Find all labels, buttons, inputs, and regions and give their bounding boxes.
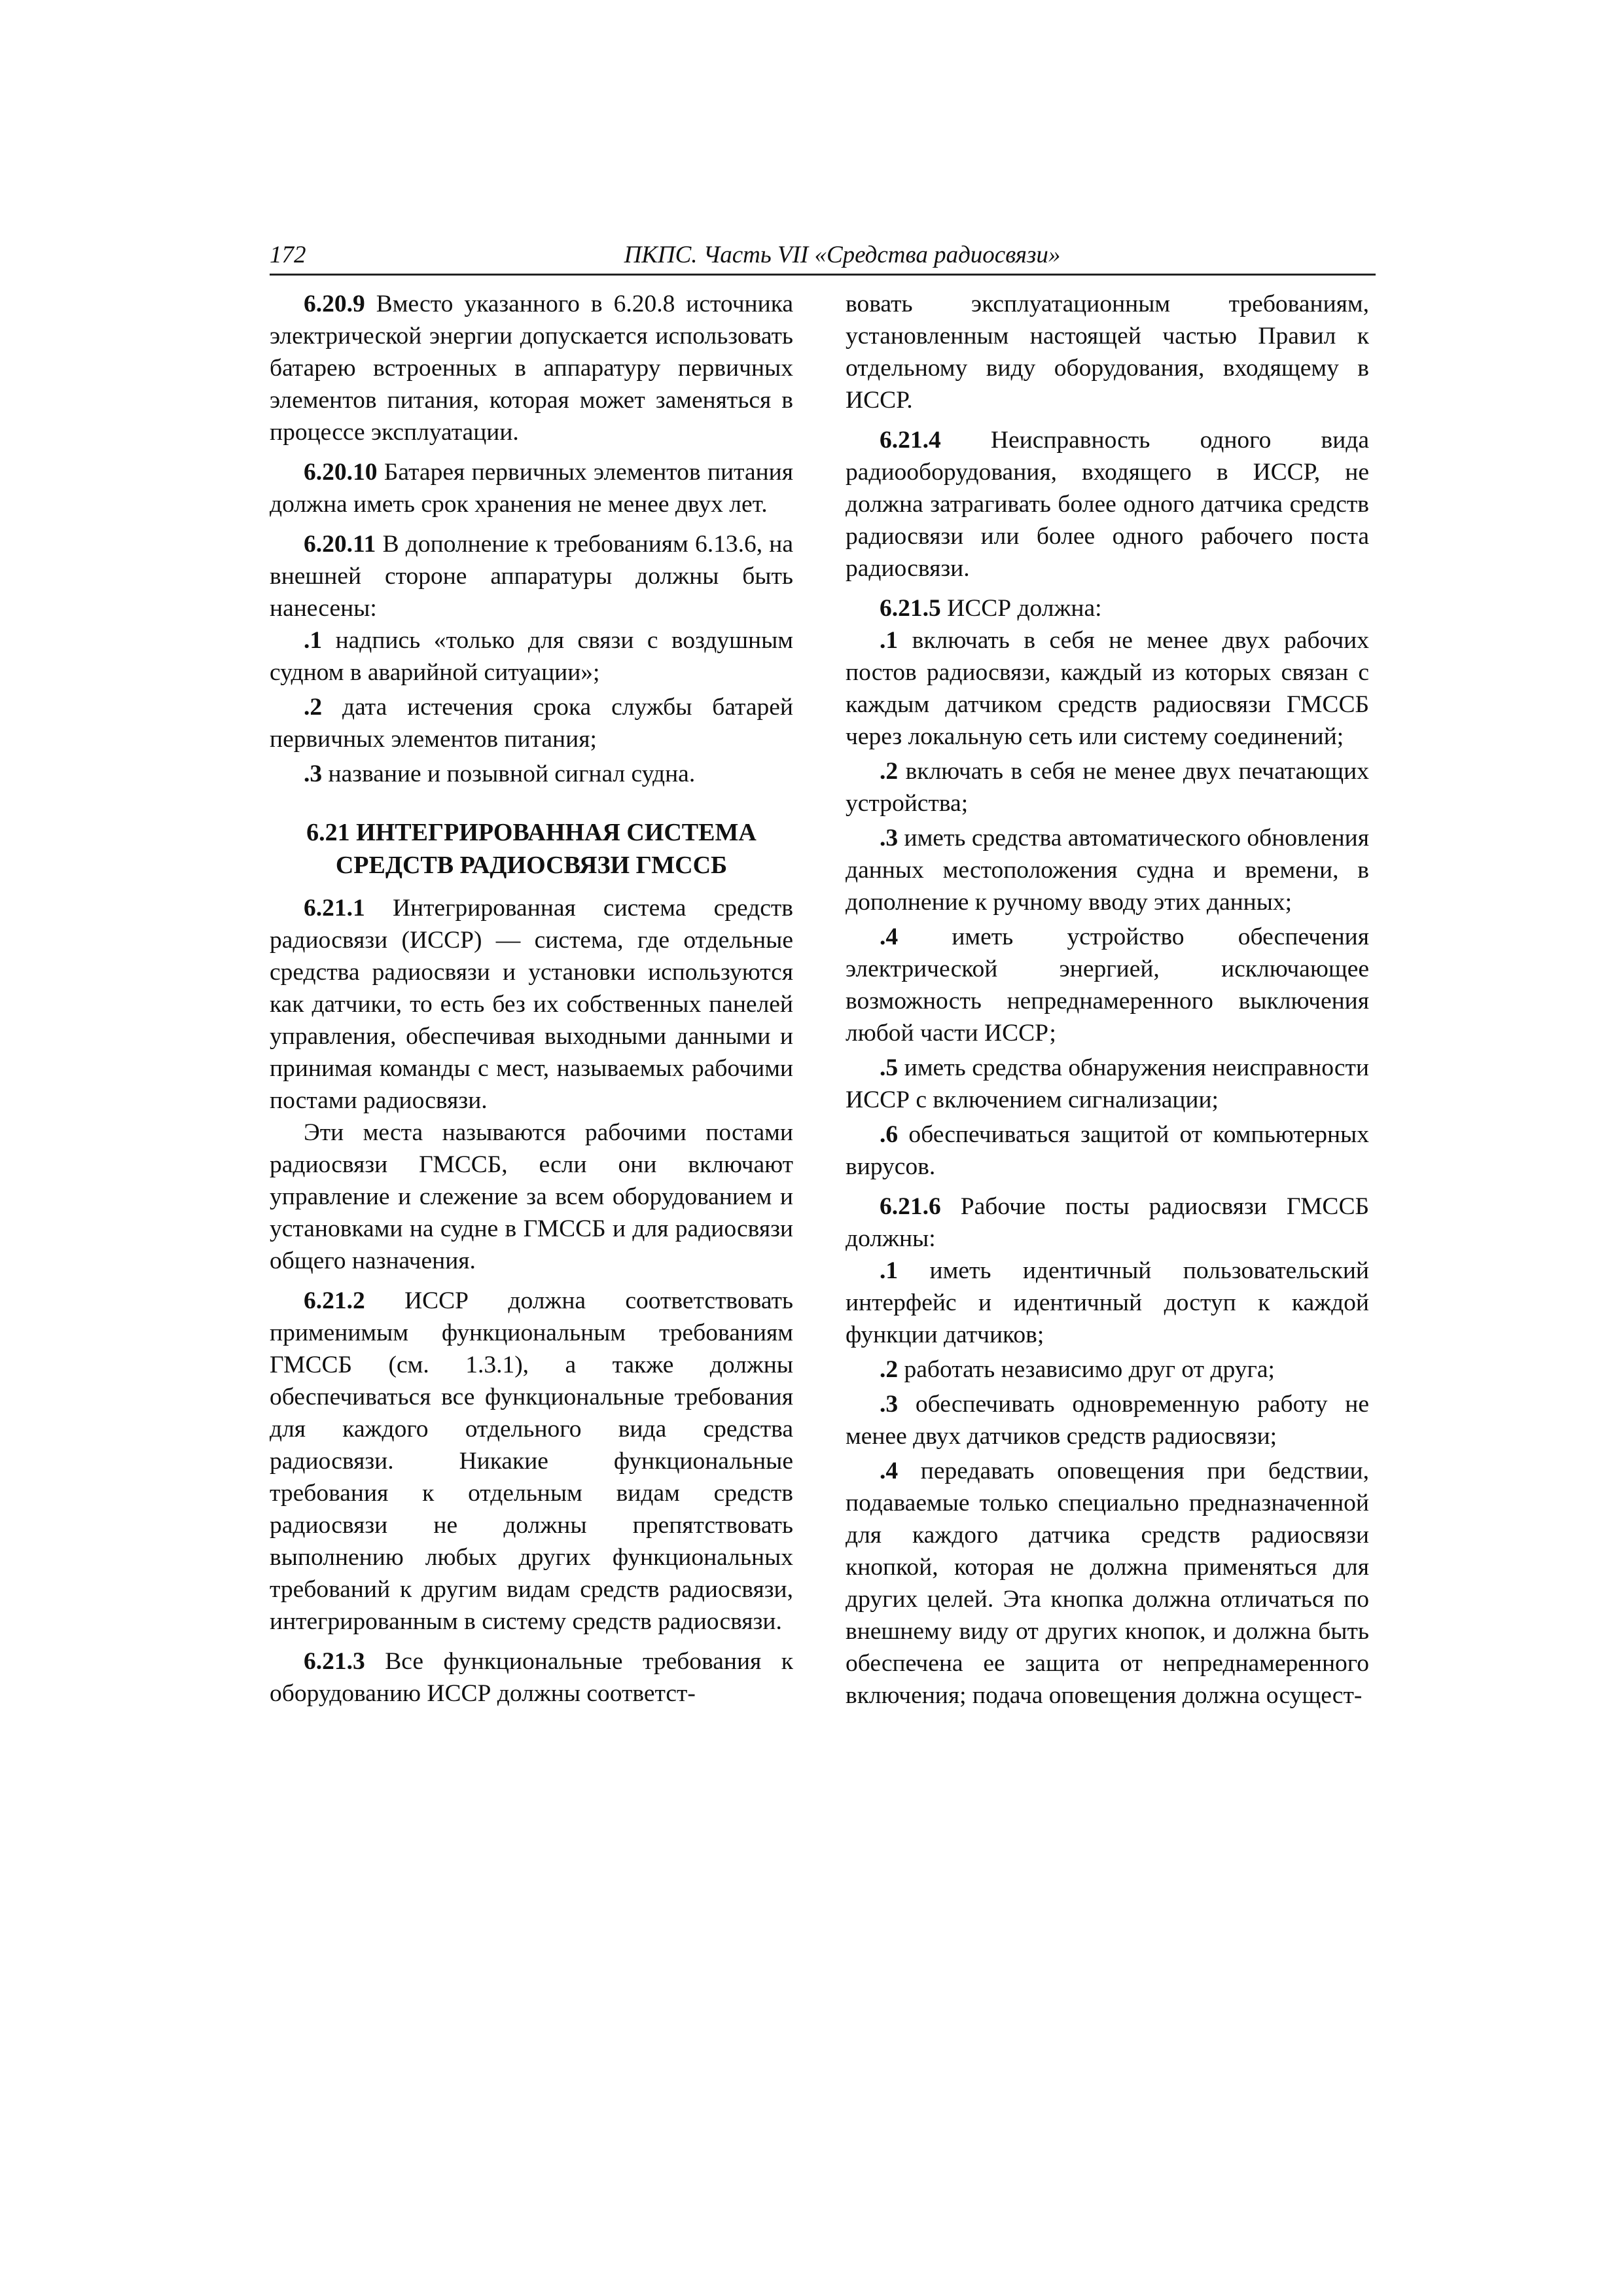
clause-number: 6.20.10 bbox=[304, 459, 378, 486]
item-text: передавать оповещения при бедствии, подаваемые только специально предназначенной для каждого датчика средств радиосвязи кнопкой, которая не должна применяться для других целей. Эта кнопка должна отличаться по внешнему виду от других кнопок, и должна быть обеспечена ее защита от непреднамеренного включения; подача оповещения должна осущест- bbox=[846, 1458, 1369, 1709]
item-text: надпись «только для связи с воздушным судном в аварийной ситуации»; bbox=[270, 627, 793, 686]
paragraph-6-21-2 bbox=[270, 1285, 793, 1638]
item-text: иметь средства автоматического обновления данных местоположения судна и времени, в дополнение к ручному вводу этих данных; bbox=[846, 825, 1369, 916]
page-number: 172 bbox=[270, 242, 306, 268]
clause-text: Все функциональные требования к оборудованию ИССР должны соответст- bbox=[270, 1648, 793, 1707]
item-number: .3 bbox=[880, 1391, 899, 1418]
clause-text: ИССР должна соответствовать применимым функциональным требованиям ГМССБ (см. 1.3.1), а также должны обеспечиваться все функциональные требования для каждого отдельного вида средства радиосвязи. Никакие функциональные требования к отдельным видам средств радиосвязи не должны препятствовать выполнению любых других функциональных требований к другим видам средств радиосвязи, интегрированным в систему средств радиосвязи. bbox=[270, 1287, 793, 1635]
item-number: .1 bbox=[880, 1257, 899, 1284]
left-column bbox=[270, 288, 793, 1717]
section-heading-6-21 bbox=[270, 816, 793, 882]
item-number: .3 bbox=[880, 825, 899, 852]
item-number: .1 bbox=[304, 627, 323, 654]
item-number: .5 bbox=[880, 1054, 899, 1081]
item-number: .2 bbox=[880, 1356, 899, 1383]
clause-text: Неисправность одного вида радиооборудования, входящего в ИССР, не должна затрагивать более одного датчика средств радиосвязи или более одного рабочего поста радиосвязи. bbox=[846, 427, 1369, 582]
list-item bbox=[846, 1388, 1369, 1452]
clause-text: ИССР должна: bbox=[940, 595, 1102, 622]
item-text: название и позывной сигнал судна. bbox=[322, 761, 696, 787]
section-heading-line: СРЕДСТВ РАДИОСВЯЗИ ГМССБ bbox=[335, 852, 728, 879]
item-text: дата истечения срока службы батарей первичных элементов питания; bbox=[270, 694, 793, 753]
item-text: включать в себя не менее двух печатающих устройства; bbox=[846, 758, 1369, 817]
list-item bbox=[270, 758, 793, 790]
item-number: .4 bbox=[880, 1458, 899, 1484]
right-column bbox=[846, 288, 1369, 1719]
list-item bbox=[846, 624, 1369, 753]
list-item bbox=[846, 1255, 1369, 1351]
item-text: работать независимо друг от друга; bbox=[898, 1356, 1275, 1383]
item-number: .6 bbox=[880, 1121, 899, 1148]
item-text: иметь устройство обеспечения электрической энергией, исключающее возможность непреднамеренного выключения любой части ИССР; bbox=[846, 924, 1369, 1047]
item-text: обеспечиваться защитой от компьютерных вирусов. bbox=[846, 1121, 1369, 1180]
paragraph-6-21-1-continued: Эти места называются рабочими постами радиосвязи ГМССБ, если они включают управление и слежение за всем оборудованием и установками на судне в ГМССБ и для радиосвязи общего назначения. bbox=[270, 1119, 793, 1274]
item-text: иметь средства обнаружения неисправности ИССР с включением сигнализации; bbox=[846, 1054, 1369, 1113]
list-item bbox=[270, 624, 793, 689]
paragraph-6-21-4 bbox=[846, 424, 1369, 584]
list-item bbox=[846, 921, 1369, 1049]
list-item bbox=[846, 822, 1369, 918]
section-heading-line: 6.21 ИНТЕГРИРОВАННАЯ СИСТЕМА bbox=[306, 819, 757, 846]
paragraph-6-21-3-continued: вовать эксплуатационным требованиям, установленным настоящей частью Правил к отдельному виду оборудования, входящему в ИССР. bbox=[846, 291, 1369, 414]
clause-number: 6.21.5 bbox=[880, 595, 941, 622]
list-item bbox=[846, 1354, 1369, 1386]
item-number: .2 bbox=[880, 758, 899, 785]
item-text: иметь идентичный пользовательский интерфейс и идентичный доступ к каждой функции датчиков; bbox=[846, 1257, 1369, 1348]
clause-number: 6.21.4 bbox=[880, 427, 941, 454]
clause-text: Батарея первичных элементов питания должна иметь срок хранения не менее двух лет. bbox=[270, 459, 793, 518]
clause-text: Интегрированная система средств радиосвязи (ИССР) — система, где отдельные средства радиосвязи и установки используются как датчики, то есть без их собственных панелей управления, обеспечивая выходными данными и принимая команды с мест, называемых рабочими постами радиосвязи. bbox=[270, 895, 793, 1114]
list-item bbox=[846, 1119, 1369, 1183]
item-number: .3 bbox=[304, 761, 323, 787]
list-item bbox=[846, 1455, 1369, 1712]
page-header bbox=[270, 240, 1376, 276]
paragraph-6-20-9 bbox=[270, 288, 793, 448]
paragraph-6-21-3 bbox=[270, 1645, 793, 1710]
list-item bbox=[846, 1052, 1369, 1116]
list-item bbox=[846, 755, 1369, 819]
paragraph-6-20-10 bbox=[270, 456, 793, 520]
paragraph-6-21-5 bbox=[846, 592, 1369, 624]
paragraph-6-21-1 bbox=[270, 892, 793, 1117]
running-title: ПКПС. Часть VII «Средства радиосвязи» bbox=[624, 242, 1061, 268]
paragraph-6-21-6 bbox=[846, 1191, 1369, 1255]
list-item bbox=[270, 691, 793, 755]
clause-text: Рабочие посты радиосвязи ГМССБ должны: bbox=[846, 1193, 1369, 1252]
clause-text: Вместо указанного в 6.20.8 источника электрической энергии допускается использовать батарею встроенных в аппаратуру первичных элементов питания, которая может заменяться в процессе эксплуатации. bbox=[270, 291, 793, 446]
paragraph-6-20-11 bbox=[270, 528, 793, 624]
item-text: включать в себя не менее двух рабочих постов радиосвязи, каждый из которых связан с каждым датчиком средств радиосвязи ГМССБ через локальную сеть или систему соединений; bbox=[846, 627, 1369, 750]
clause-number: 6.20.11 bbox=[304, 531, 376, 558]
item-number: .1 bbox=[880, 627, 899, 654]
clause-number: 6.21.3 bbox=[304, 1648, 365, 1675]
clause-number: 6.21.2 bbox=[304, 1287, 365, 1314]
clause-number: 6.21.6 bbox=[880, 1193, 941, 1220]
item-number: .4 bbox=[880, 924, 899, 950]
item-text: обеспечивать одновременную работу не менее двух датчиков средств радиосвязи; bbox=[846, 1391, 1369, 1450]
item-number: .2 bbox=[304, 694, 323, 721]
clause-number: 6.20.9 bbox=[304, 291, 365, 317]
clause-text: В дополнение к требованиям 6.13.6, на внешней стороне аппаратуры должны быть нанесены: bbox=[270, 531, 793, 622]
clause-number: 6.21.1 bbox=[304, 895, 365, 922]
